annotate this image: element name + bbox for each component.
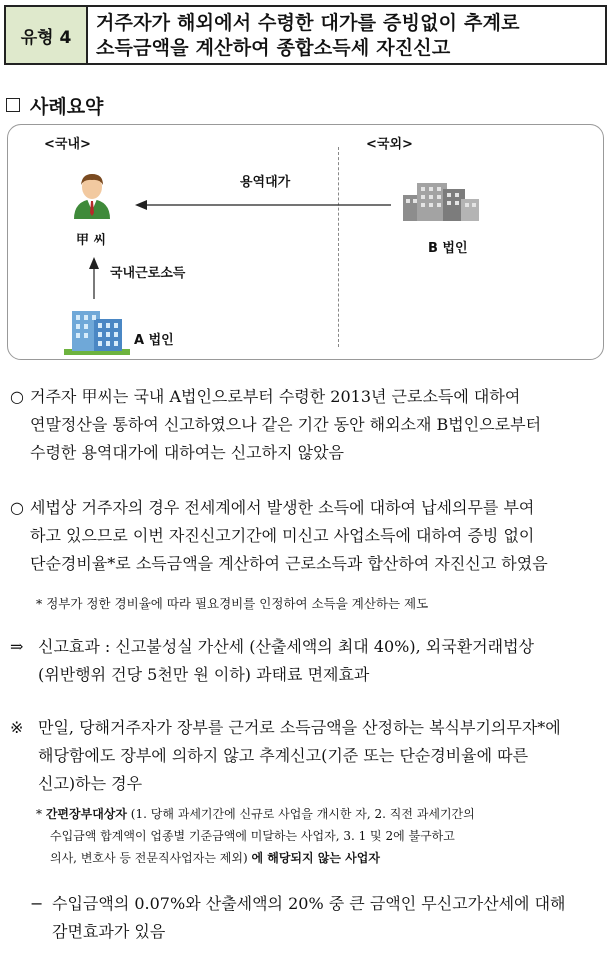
paragraph-2-line-2: 하고 있으므로 이번 자진신고기간에 미신고 사업소득에 대하여 증빙 없이 — [30, 526, 535, 545]
paragraph-1 — [10, 383, 608, 467]
domestic-label: <국내> — [44, 137, 91, 152]
domestic-income-label: 국내근로소득 — [110, 266, 186, 281]
footnote-star: * — [36, 807, 42, 821]
checkbox-square-icon — [6, 98, 20, 112]
payment-arrow — [133, 197, 393, 213]
remark-line-1: 만일, 당해거주자가 장부를 근거로 소득금액을 산정하는 복식부기의무자*에 — [38, 718, 561, 737]
company-a-label: A 법인 — [134, 333, 174, 348]
case-diagram — [7, 124, 604, 360]
type-label: 유형 4 — [6, 7, 88, 63]
footnote-simple-ledger — [36, 803, 608, 869]
paragraph-1-line-3: 수령한 용역대가에 대하여는 신고하지 않았음 — [30, 443, 345, 462]
service-payment-label: 용역대가 — [240, 175, 291, 190]
person-label: 甲 씨 — [76, 233, 107, 248]
footnote-line-1: (1. 당해 과세기간에 신규로 사업을 개시한 자, 2. 직전 과세기간의 — [126, 807, 475, 821]
foreign-label: <국외> — [366, 137, 413, 152]
filing-effect-line-2: (위반행위 건당 5천만 원 이하) 과태료 면제효과 — [38, 665, 370, 684]
dash-bullet: − — [30, 894, 44, 913]
filing-effect-line-1: 신고효과 : 신고불성실 가산세 (산출세액의 최대 40%), 외국환거래법상 — [38, 637, 534, 656]
paragraph-2 — [10, 494, 608, 578]
remark-line-2: 해당함에도 장부에 의하지 않고 추계신고(기준 또는 단순경비율에 따른 — [38, 746, 529, 765]
implies-arrow: ⇒ — [10, 637, 24, 656]
paragraph-1-line-2: 연말정산을 통하여 신고하였으나 같은 기간 동안 해외소재 B법인으로부터 — [30, 415, 542, 434]
circle-bullet: ○ — [10, 498, 24, 517]
circle-bullet: ○ — [10, 387, 24, 406]
paragraph-1-line-1: 거주자 甲씨는 국내 A법인으로부터 수령한 2013년 근로소득에 대하여 — [30, 387, 521, 406]
title-line-2: 소득금액을 계산하여 종합소득세 자진신고 — [96, 37, 451, 59]
remark-line-3: 신고)하는 경우 — [38, 774, 143, 793]
remark — [10, 714, 608, 798]
filing-effect — [10, 633, 608, 689]
paragraph-2-line-1: 세법상 거주자의 경우 전세계에서 발생한 소득에 대하여 납세의무를 부여 — [30, 498, 535, 517]
penalty-reduction — [30, 890, 608, 946]
footnote-line-3: 의사, 변호사 등 전문직사업자는 제외) — [50, 851, 252, 865]
building-b-icon — [403, 179, 479, 221]
company-b-label: B 법인 — [428, 241, 468, 256]
page-title — [88, 7, 605, 63]
person-icon — [70, 171, 114, 219]
section-title — [6, 92, 103, 119]
footnote-bold-lead: 간편장부대상자 — [45, 807, 127, 821]
paragraph-2-line-3: 단순경비율*로 소득금액을 계산하여 근로소득과 합산하여 자진신고 하였음 — [30, 554, 548, 573]
reference-mark: ※ — [10, 718, 24, 737]
footnote-simple-expense-rate: * 정부가 정한 경비율에 따라 필요경비를 인정하여 소득을 계산하는 제도 — [36, 596, 429, 611]
footnote-line-2: 수입금액 합계액이 업종별 기준금액에 미달하는 사업자, 3. 1 및 2에 불구하고 — [50, 829, 455, 843]
building-a-icon — [64, 305, 130, 355]
title-box — [4, 5, 607, 65]
section-title-text: 사례요약 — [30, 96, 104, 118]
penalty-line-2: 감면효과가 있음 — [52, 922, 166, 941]
title-line-1: 거주자가 해외에서 수령한 대가를 증빙없이 추계로 — [96, 12, 520, 34]
income-arrow — [86, 255, 102, 301]
domestic-foreign-divider — [338, 147, 339, 347]
penalty-line-1: 수입금액의 0.07%와 산출세액의 20% 중 큰 금액인 무신고가산세에 대해 — [52, 894, 566, 913]
footnote-line-3-bold: 에 해당되지 않는 사업자 — [251, 851, 380, 865]
